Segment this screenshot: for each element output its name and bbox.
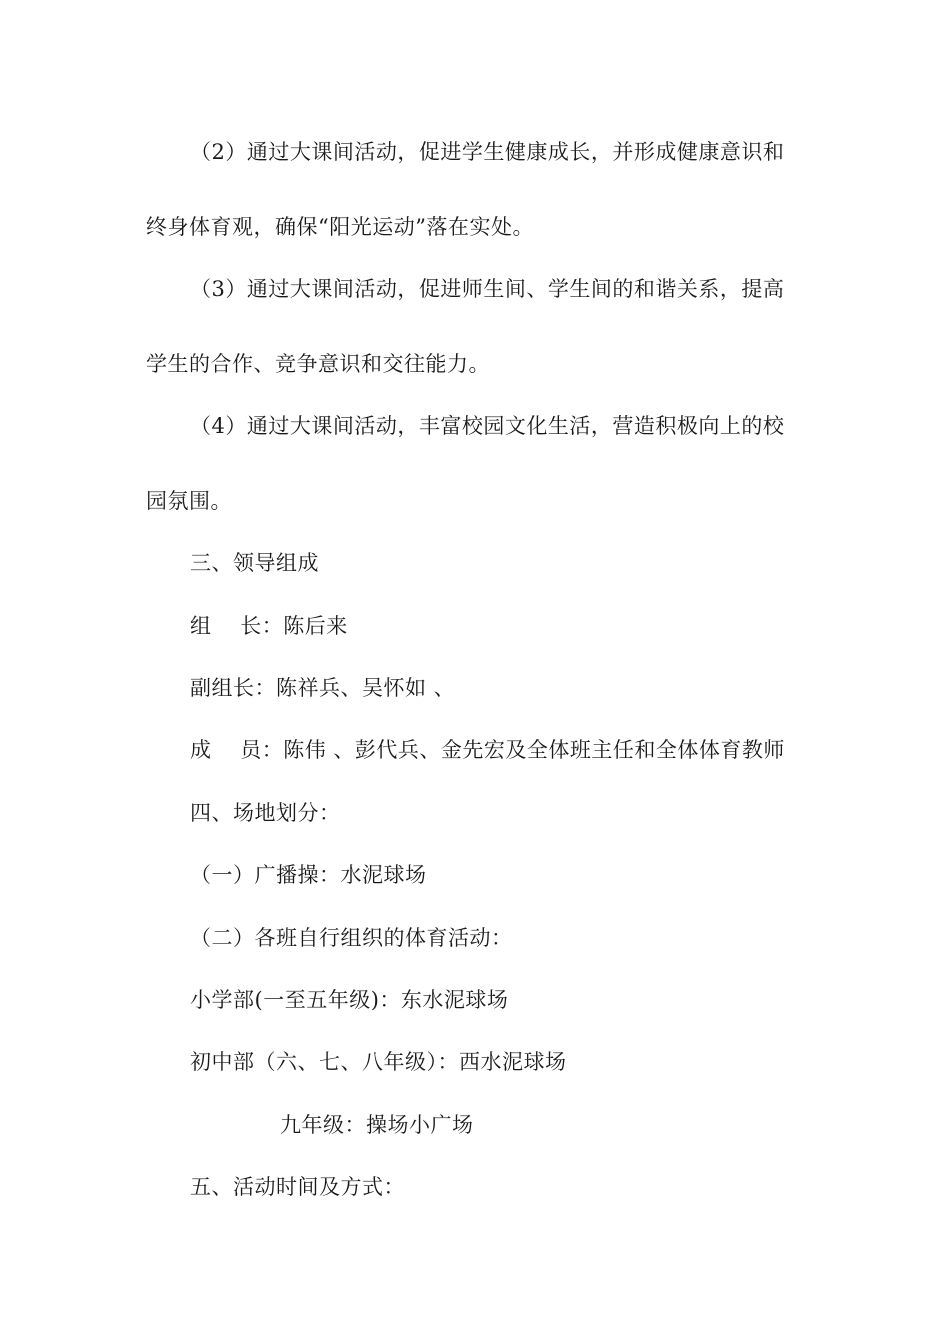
venue-item-2: （二）各班自行组织的体育活动： [190,926,513,950]
venue-item-1: （一）广播操：水泥球场 [190,863,427,887]
section-3-heading: 三、领导组成 [190,551,319,575]
group-leader-line: 组 长：陈后来 [190,614,348,638]
section-5-heading: 五、活动时间及方式： [190,1175,405,1199]
paragraph-3-line-2: 学生的合作、竞争意识和交往能力。 [146,352,490,376]
paragraph-4-line-2: 园氛围。 [146,489,232,513]
deputy-leader-line: 副组长：陈祥兵、吴怀如 、 [190,676,456,700]
paragraph-2-line-1: （2）通过大课间活动，促进学生健康成长，并形成健康意识和 [190,140,785,164]
grade-9-venue: 九年级：操场小广场 [280,1113,474,1137]
paragraph-3-line-1: （3）通过大课间活动，促进师生间、学生间的和谐关系，提高 [190,277,785,301]
primary-school-venue: 小学部(一至五年级)：东水泥球场 [190,988,509,1012]
junior-school-venue: 初中部（六、七、八年级）：西水泥球场 [190,1050,567,1074]
paragraph-4-line-1: （4）通过大课间活动，丰富校园文化生活，营造积极向上的校 [190,414,785,438]
section-4-heading: 四、场地划分： [190,801,341,825]
members-line: 成 员：陈伟 、彭代兵、金先宏及全体班主任和全体体育教师 [190,738,785,762]
paragraph-2-line-2: 终身体育观，确保“阳光运动”落在实处。 [146,215,534,239]
